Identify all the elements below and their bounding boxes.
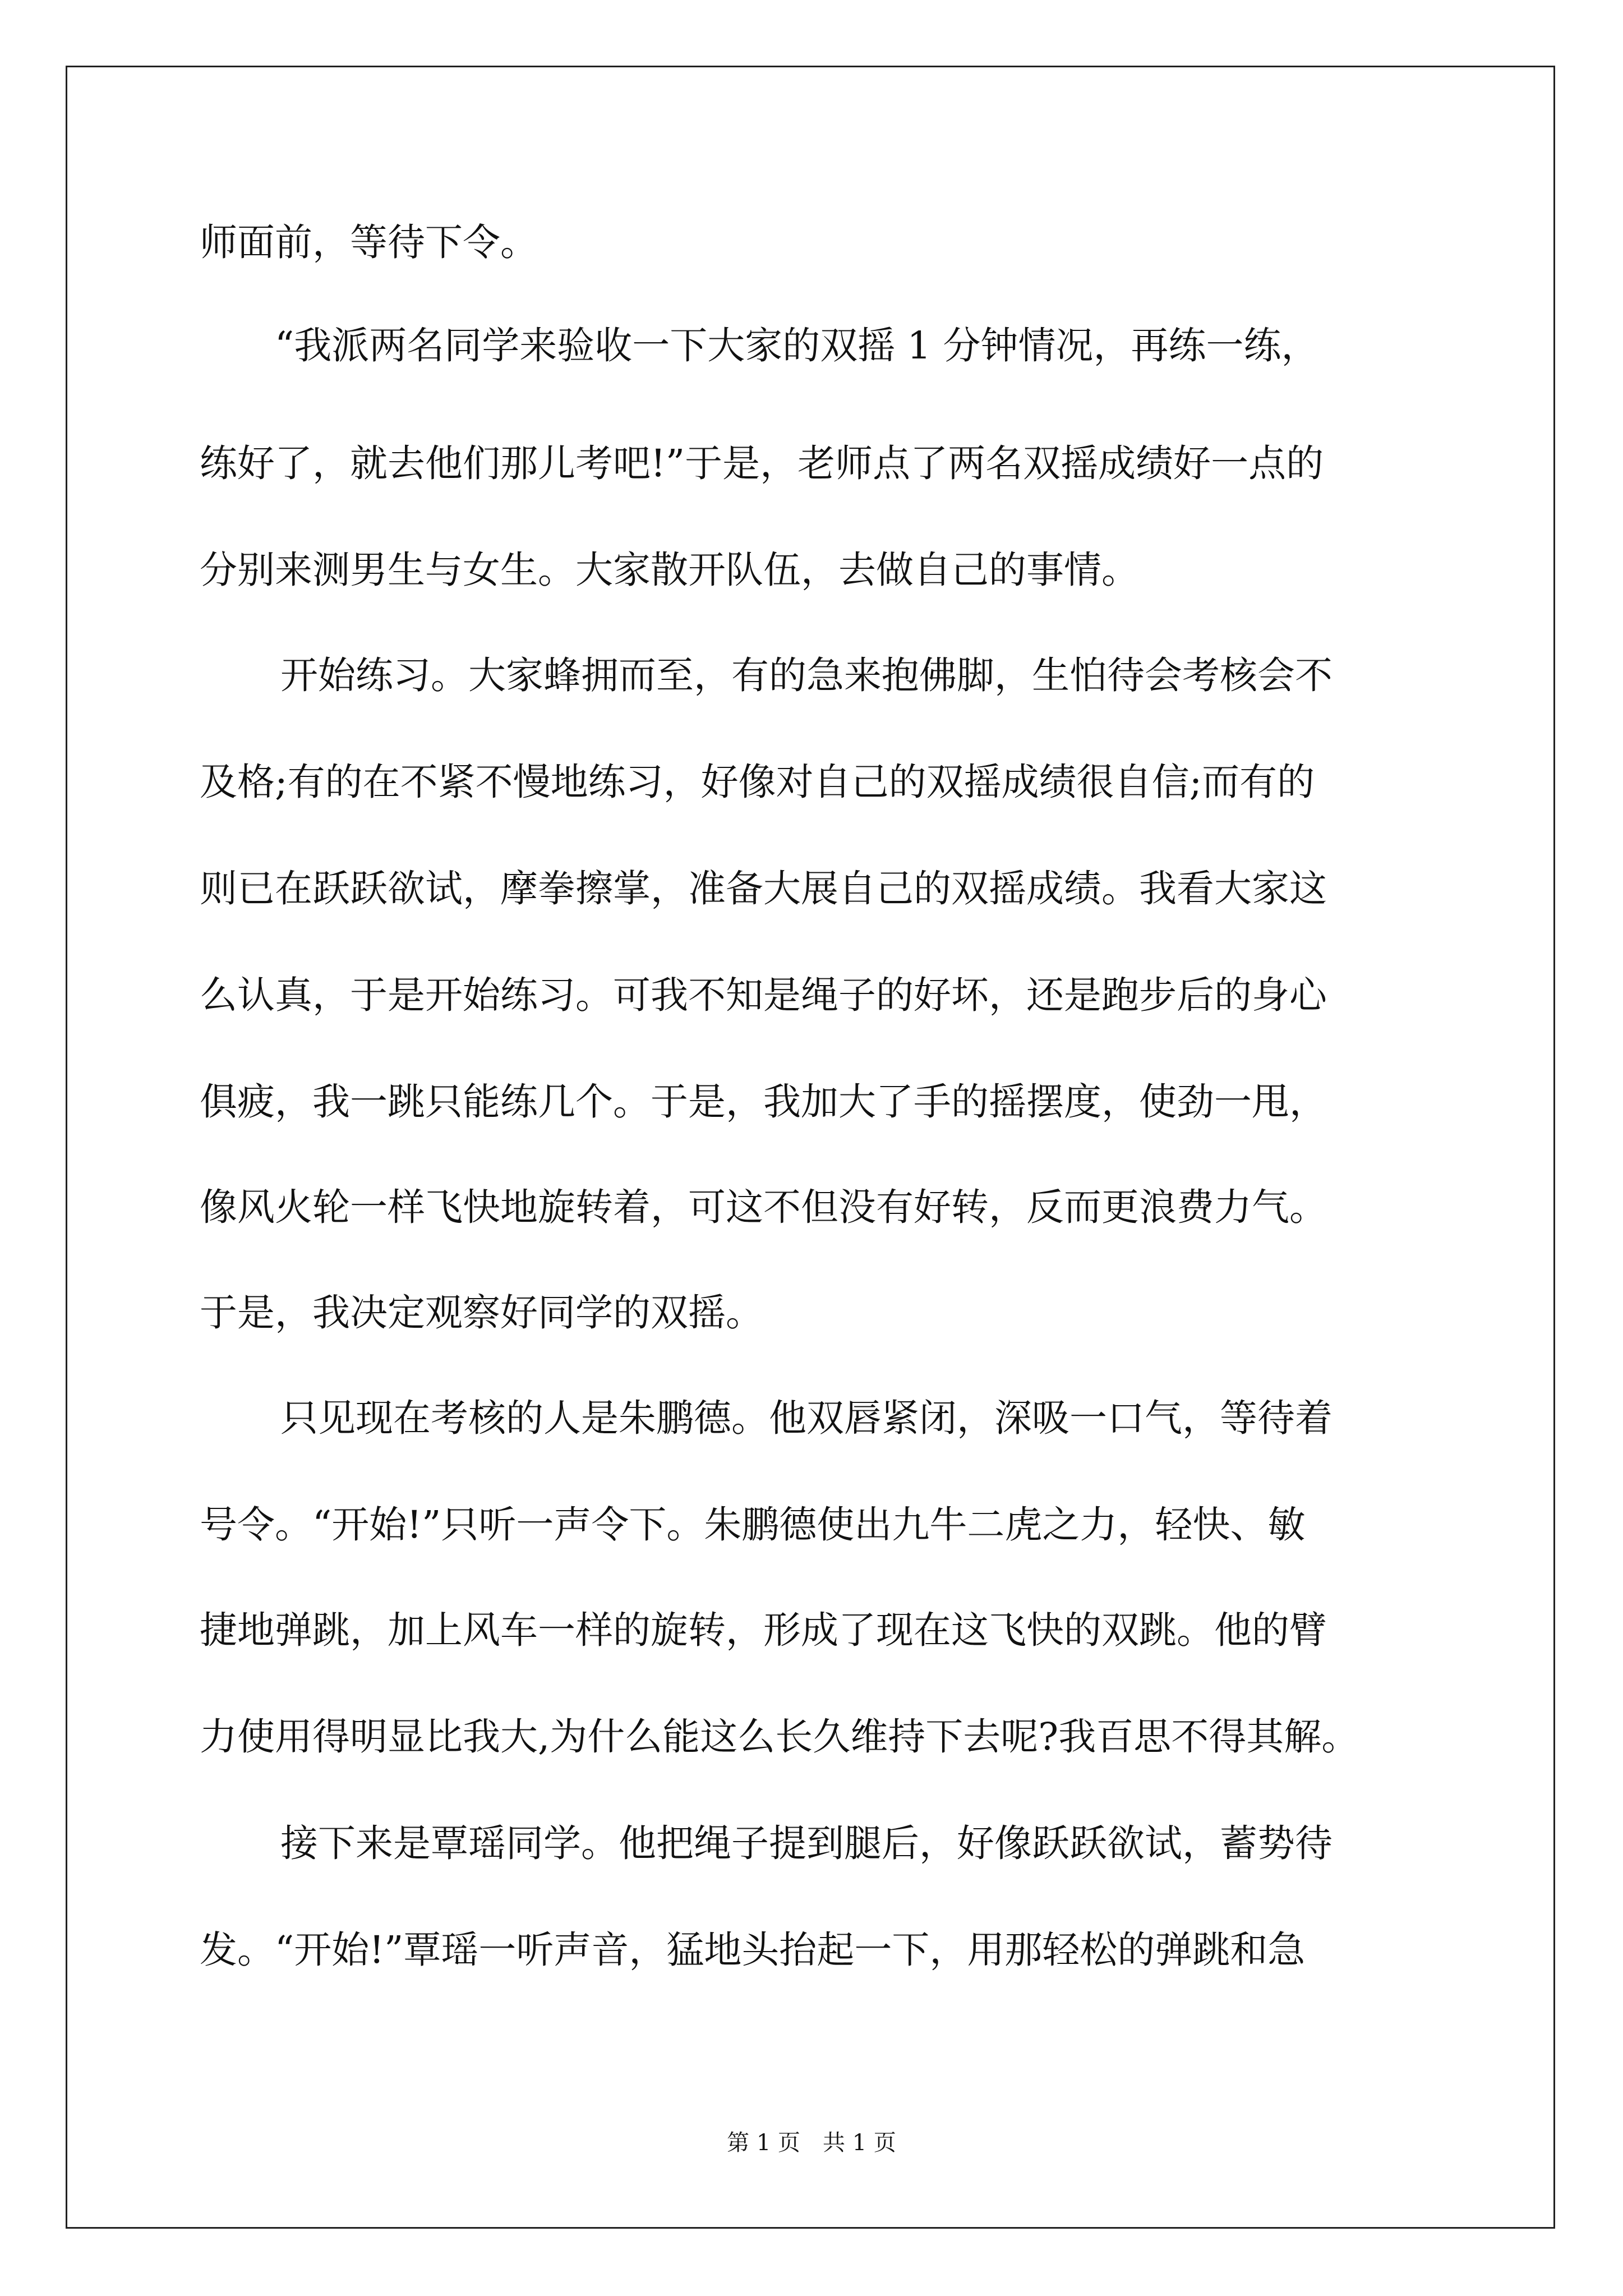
text-line: 练好了，就去他们那儿考吧!”于是，老师点了两名双摇成绩好一点的 xyxy=(200,441,1324,485)
text-line: 则已在跃跃欲试，摩拳擦掌，准备大展自己的双摇成绩。我看大家这 xyxy=(200,867,1327,910)
text-line: 号令。“开始!”只听一声令下。朱鹏德使出九牛二虎之力，轻快、敏 xyxy=(200,1503,1306,1547)
text-line: 于是，我决定观察好同学的双摇。 xyxy=(200,1291,763,1335)
text-line: “我派两名同学来验收一下大家的双摇 1 分钟情况，再练一练， xyxy=(275,324,1319,367)
page-border xyxy=(66,66,1555,2229)
text-line: 发。“开始!”覃瑶一听声音，猛地头抬起一下，用那轻松的弹跳和急 xyxy=(200,1928,1306,1972)
text-line: 及格;有的在不紧不慢地练习，好像对自己的双摇成绩很自信;而有的 xyxy=(200,760,1315,804)
text-line: 捷地弹跳，加上风车一样的旋转，形成了现在这飞快的双跳。他的臂 xyxy=(200,1608,1327,1652)
text-line: 只见现在考核的人是朱鹏德。他双唇紧闭，深吸一口气，等待着 xyxy=(280,1396,1332,1440)
text-line: 么认真，于是开始练习。可我不知是绳子的好坏，还是跑步后的身心 xyxy=(200,973,1327,1017)
text-line: 师面前，等待下令。 xyxy=(200,220,538,264)
text-line: 像风火轮一样飞快地旋转着，可这不但没有好转，反而更浪费力气。 xyxy=(200,1185,1327,1229)
text-line: 力使用得明显比我大,为什么能这么长久维持下去呢?我百思不得其解。 xyxy=(200,1715,1359,1759)
text-line: 俱疲，我一跳只能练几个。于是，我加大了手的摇摆度，使劲一甩， xyxy=(200,1080,1327,1124)
text-line: 分别来测男生与女生。大家散开队伍，去做自己的事情。 xyxy=(200,548,1139,592)
text-line: 开始练习。大家蜂拥而至，有的急来抱佛脚，生怕待会考核会不 xyxy=(280,654,1332,697)
page-number-footer: 第 1 页 共 1 页 xyxy=(727,2130,896,2156)
text-line: 接下来是覃瑶同学。他把绳子提到腿后，好像跃跃欲试，蓄势待 xyxy=(280,1821,1332,1865)
